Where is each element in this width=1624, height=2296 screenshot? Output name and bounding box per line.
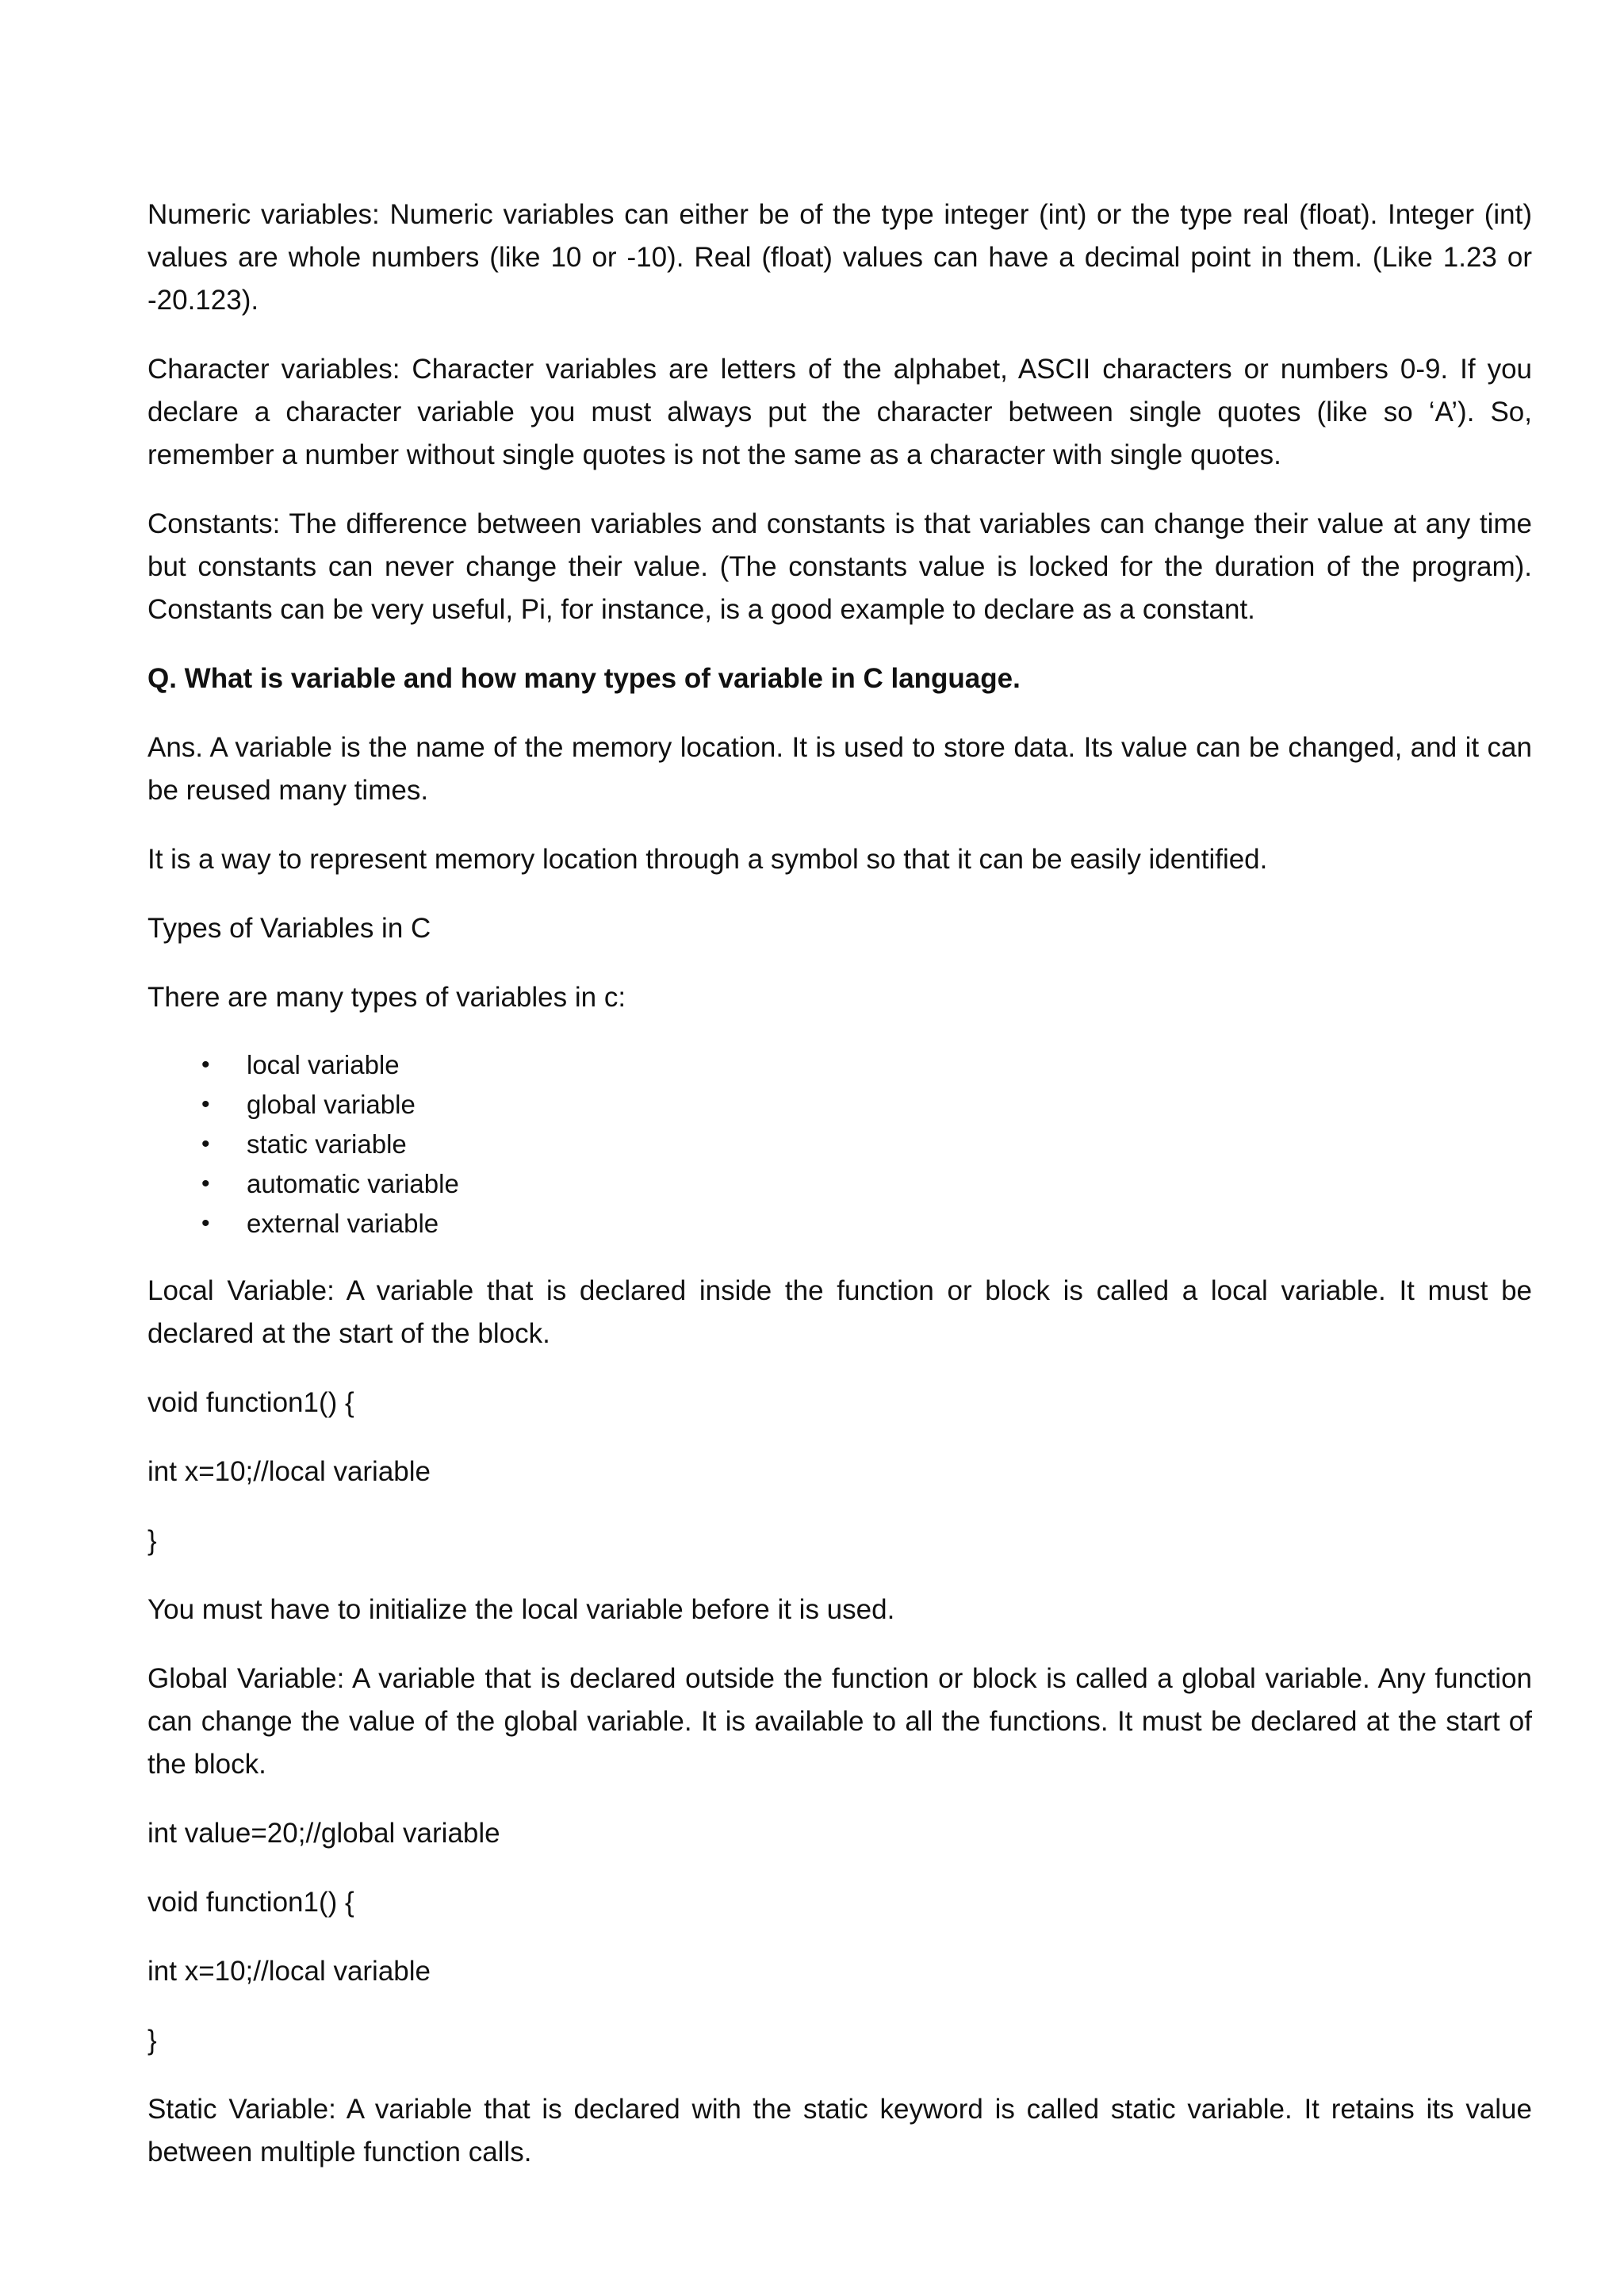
bullet-icon: •: [201, 1171, 210, 1197]
code-line: }: [147, 1525, 157, 1556]
code-line: }: [147, 2025, 157, 2056]
bullet-icon: •: [201, 1052, 210, 1078]
list-item-label: automatic variable: [247, 1169, 459, 1198]
bullet-icon: •: [201, 1210, 210, 1236]
code-line: void function1() {: [147, 1887, 354, 1918]
bullet-icon: •: [201, 1131, 210, 1157]
numeric-variables-paragraph: Numeric variables: Numeric variables can either be of the type integer (int) or the type real (float). Integer (int) values are whole numbers (like 10 or -10). Real (float) values can have a decimal point in them. (Like 1.23 or -20.123).: [147, 199, 1532, 316]
list-item-label: local variable: [247, 1050, 400, 1079]
static-variable-paragraph: Static Variable: A variable that is declared with the static keyword is called static variable. It retains its value between multiple function calls.: [147, 2094, 1532, 2168]
list-item: [147, 1125, 1532, 1164]
types-intro: There are many types of variables in c:: [147, 982, 626, 1013]
init-note-paragraph: You must have to initialize the local variable before it is used.: [147, 1594, 895, 1625]
character-variables-paragraph: Character variables: Character variables are letters of the alphabet, ASCII characters or numbers 0-9. If you declare a character variable you must always put the character between single quotes (like so ‘A’). So, remember a number without single quotes is not the same as a character with single quotes.: [147, 354, 1532, 470]
constants-paragraph: Constants: The difference between variables and constants is that variables can change their value at any time but constants can never change their value. (The constants value is locked for the duration of the program). Constants can be very useful, Pi, for instance, is a good example to declare as a constant.: [147, 508, 1532, 625]
code-line: int value=20;//global variable: [147, 1818, 500, 1849]
code-line: int x=10;//local variable: [147, 1956, 431, 1987]
list-item: [147, 1164, 1532, 1204]
document-page: [147, 194, 1532, 2200]
types-heading: Types of Variables in C: [147, 913, 431, 944]
question-heading: Q. What is variable and how many types of variable in C language.: [147, 663, 1021, 694]
code-line: int x=10;//local variable: [147, 1456, 431, 1487]
list-item-label: global variable: [247, 1090, 416, 1119]
bullet-icon: •: [201, 1091, 210, 1117]
list-item-label: static variable: [247, 1129, 407, 1159]
list-item: [147, 1204, 1532, 1244]
list-item: [147, 1085, 1532, 1125]
list-item-label: external variable: [247, 1209, 439, 1238]
variable-types-list: [147, 1045, 1532, 1244]
list-item: [147, 1045, 1532, 1085]
code-line: void function1() {: [147, 1387, 354, 1418]
global-variable-paragraph: Global Variable: A variable that is declared outside the function or block is called a global variable. Any function can change the value of the global variable. It is available to all the functions. It must be declared at the start of the block.: [147, 1663, 1532, 1780]
local-variable-paragraph: Local Variable: A variable that is declared inside the function or block is called a local variable. It must be declared at the start of the block.: [147, 1275, 1532, 1349]
answer-paragraph: Ans. A variable is the name of the memory location. It is used to store data. Its value can be changed, and it can be reused many times.: [147, 732, 1532, 806]
represent-paragraph: It is a way to represent memory location through a symbol so that it can be easily identified.: [147, 844, 1268, 875]
